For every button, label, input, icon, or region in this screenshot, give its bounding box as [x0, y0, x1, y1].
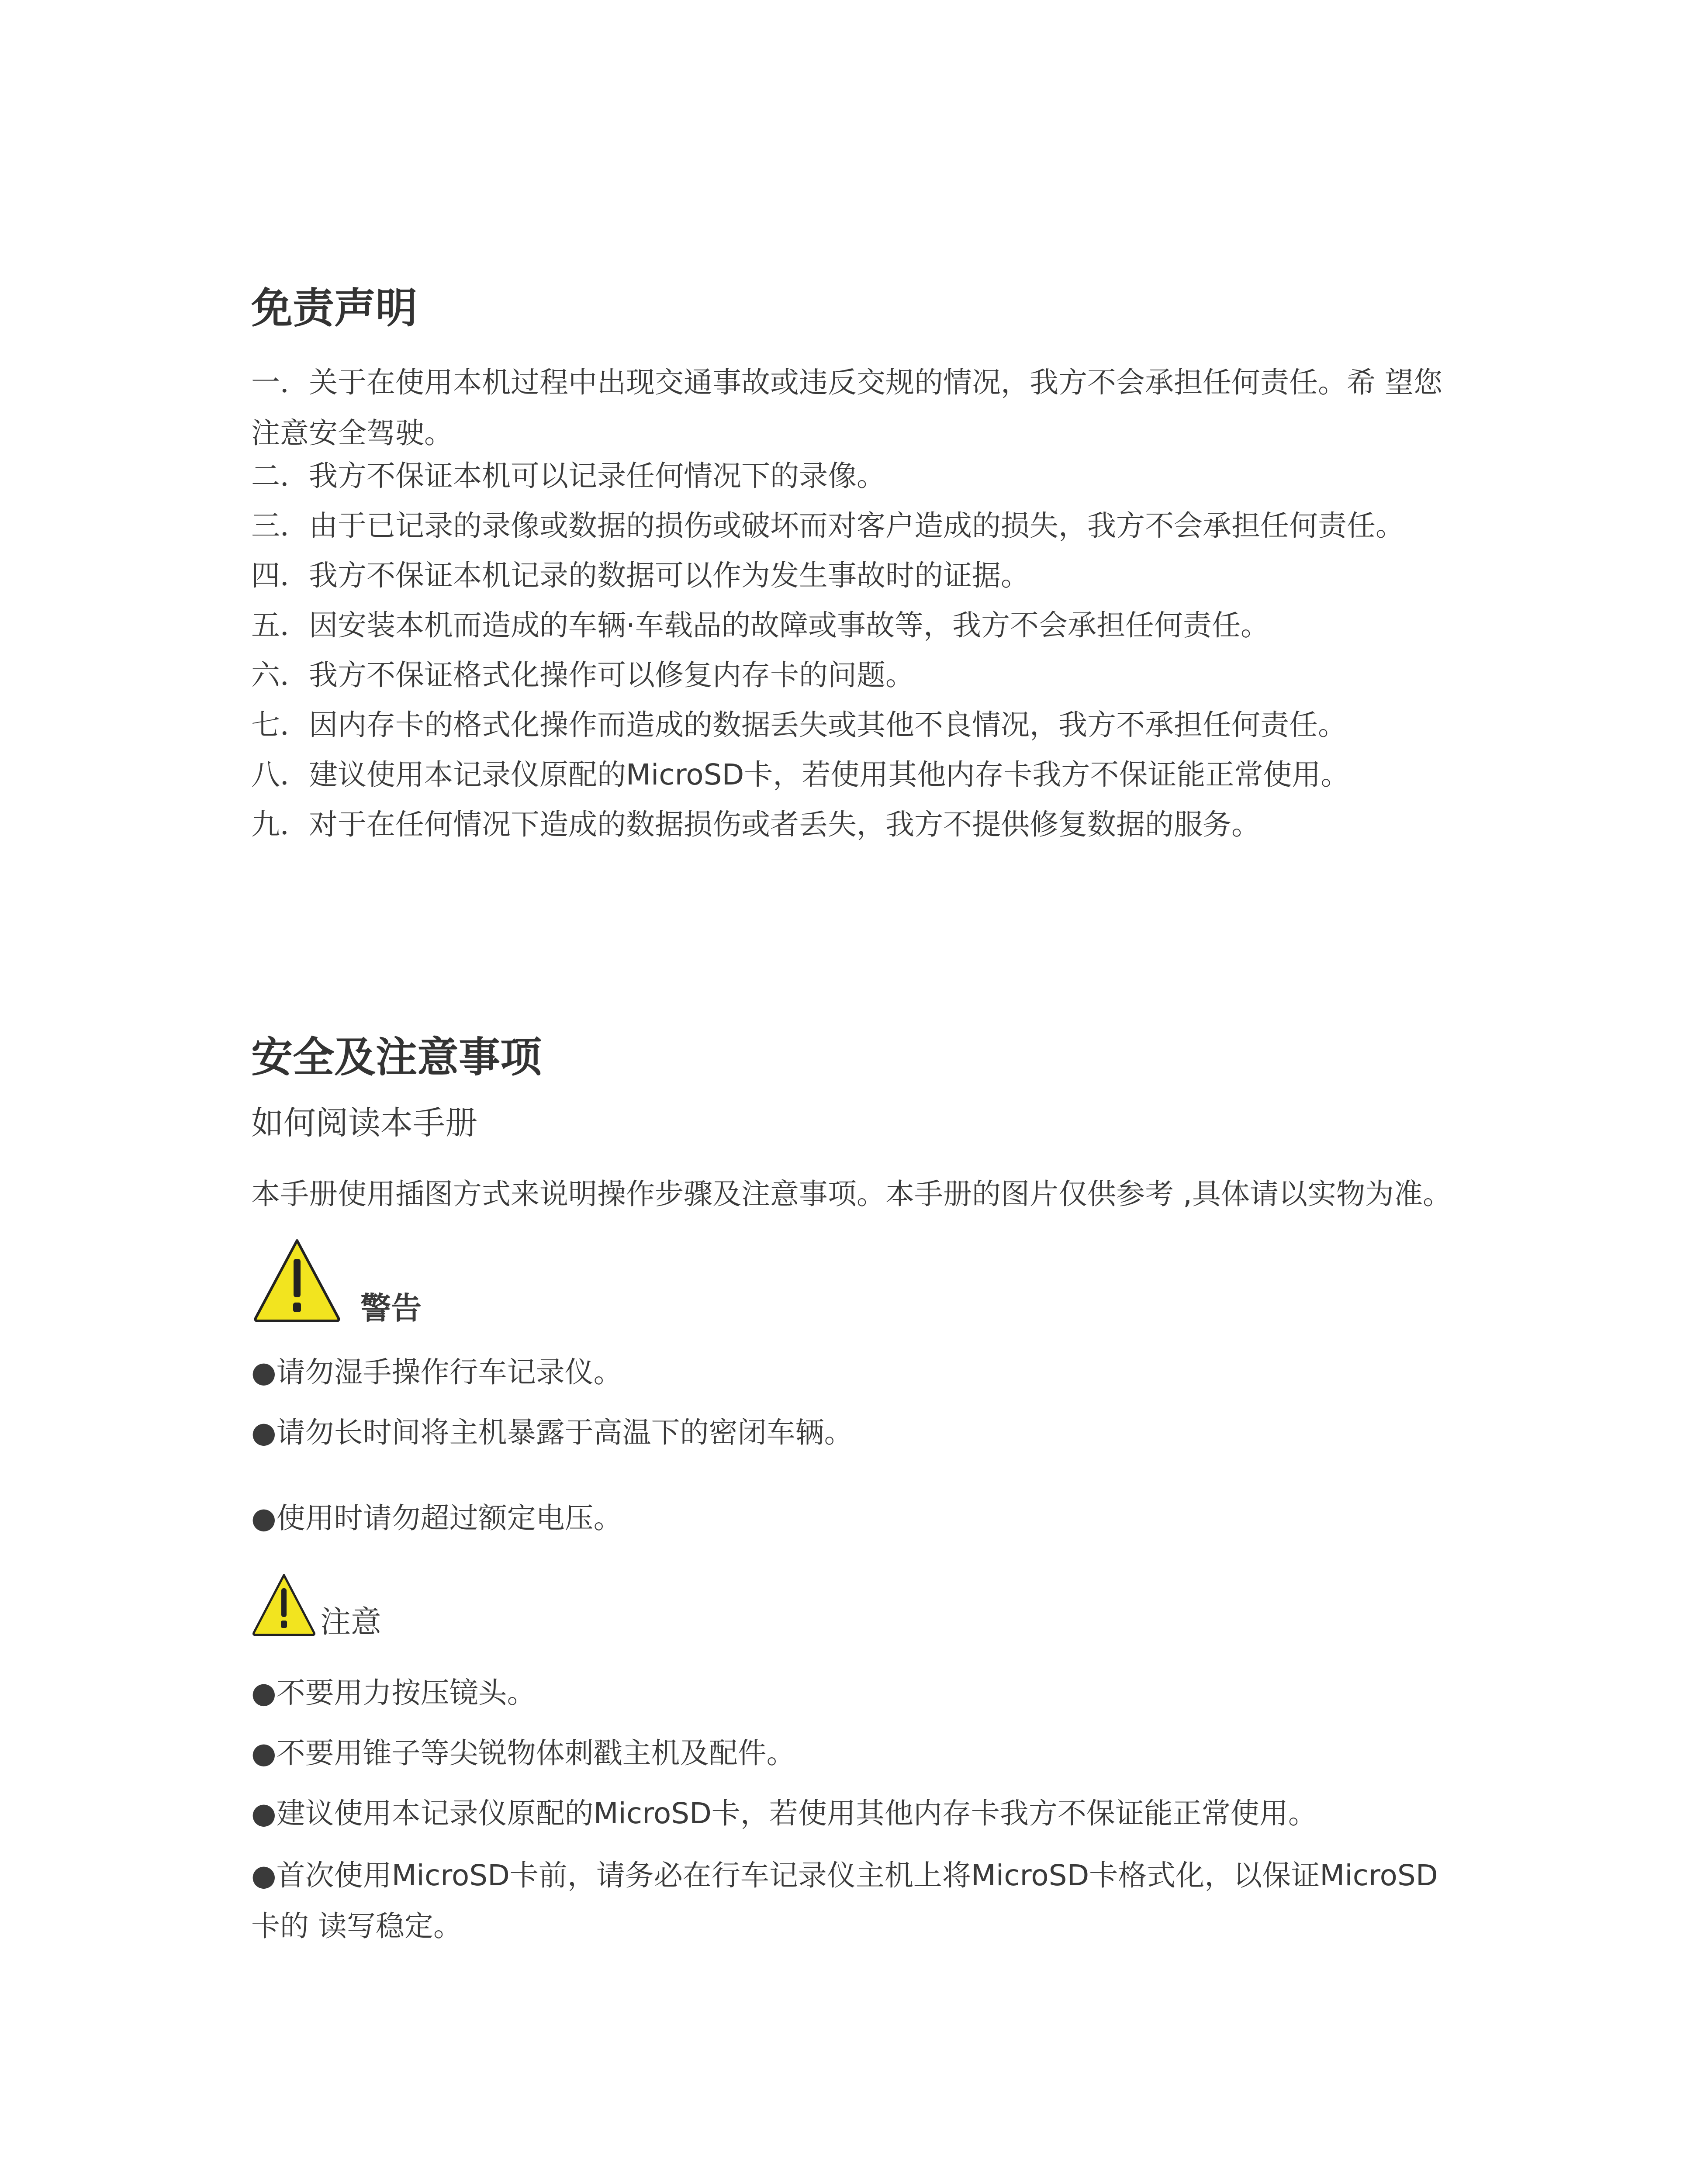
warning-header	[251, 1236, 422, 1324]
warning-triangle-icon	[251, 1236, 343, 1324]
disclaimer-item-8: 八．建议使用本记录仪原配的MicroSD卡，若使用其他内存卡我方不保证能正常使用。	[251, 758, 1350, 791]
caution-item-2: ●不要用锥子等尖锐物体刺戳主机及配件。	[251, 1736, 795, 1770]
warning-item-2: ●请勿长时间将主机暴露于高温下的密闭车辆。	[251, 1416, 853, 1449]
warning-item-1: ●请勿湿手操作行车记录仪。	[251, 1355, 622, 1389]
disclaimer-item-7: 七．因内存卡的格式化操作而造成的数据丢失或其他不良情况，我方不承担任何责任。	[251, 708, 1347, 742]
disclaimer-title: 免责声明	[251, 284, 418, 332]
disclaimer-item-1: 一．关于在使用本机过程中出现交通事故或违反交规的情况，我方不会承担任何责任。希 望您注意安全驾驶。	[251, 366, 1442, 450]
warning-triangle-icon	[251, 1572, 317, 1637]
caution-item-4: ●首次使用MicroSD卡前，请务必在行车记录仪主机上将MicroSD卡格式化，以保证MicroSD卡的 读写稳定。	[251, 1859, 1438, 1943]
caution-header	[251, 1572, 381, 1640]
safety-subtitle: 如何阅读本手册	[251, 1104, 477, 1142]
disclaimer-item-4: 四．我方不保证本机记录的数据可以作为发生事故时的证据。	[251, 559, 1030, 592]
warning-item-3: ●使用时请勿超过额定电压。	[251, 1501, 622, 1535]
safety-title: 安全及注意事项	[251, 1033, 542, 1082]
warning-label: 警告	[360, 1290, 422, 1326]
safety-intro: 本手册使用插图方式来说明操作步骤及注意事项。本手册的图片仅供参考 ,具体请以实物为准。	[251, 1177, 1452, 1211]
disclaimer-item-9: 九．对于在任何情况下造成的数据损伤或者丢失，我方不提供修复数据的服务。	[251, 808, 1260, 841]
disclaimer-item-5: 五．因安装本机而造成的车辆·车载品的故障或事故等，我方不会承担任何责任。	[251, 608, 1269, 642]
caution-label: 注意	[320, 1604, 381, 1640]
disclaimer-item-6: 六．我方不保证格式化操作可以修复内存卡的问题。	[251, 658, 914, 692]
caution-item-1: ●不要用力按压镜头。	[251, 1676, 536, 1710]
caution-item-3: ●建议使用本记录仪原配的MicroSD卡，若使用其他内存卡我方不保证能正常使用。	[251, 1797, 1317, 1830]
disclaimer-item-3: 三．由于已记录的录像或数据的损伤或破坏而对客户造成的损失，我方不会承担任何责任。	[251, 509, 1404, 543]
disclaimer-item-2: 二．我方不保证本机可以记录任何情况下的录像。	[251, 459, 885, 493]
